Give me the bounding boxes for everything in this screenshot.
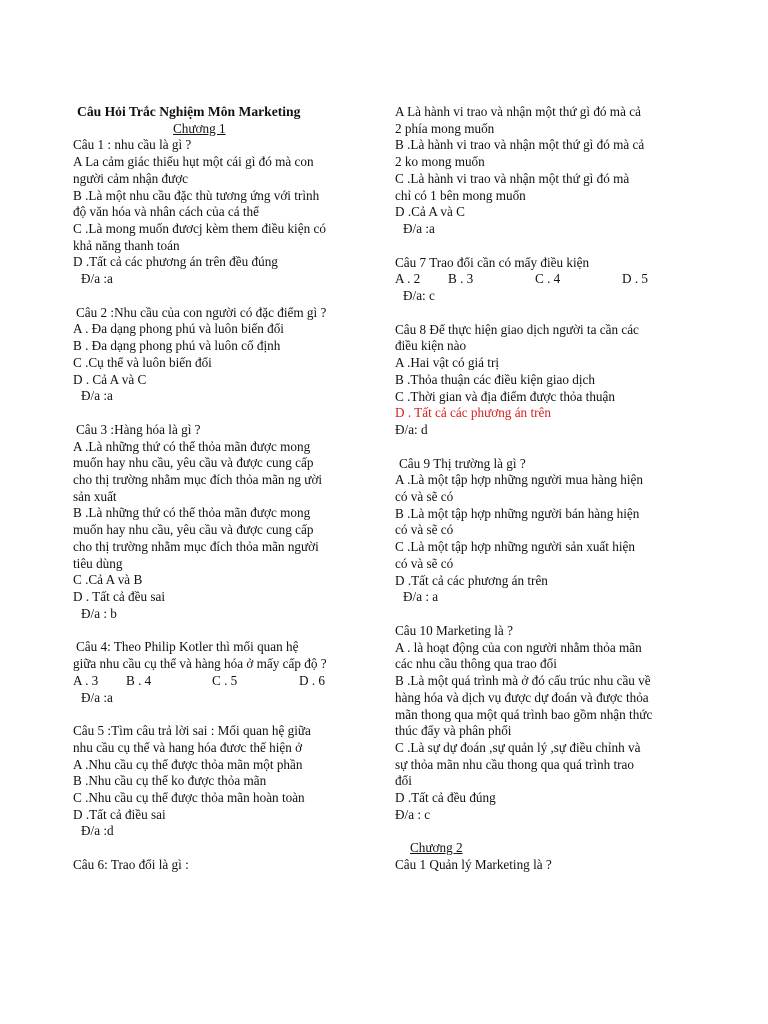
- question-text: Câu 2 :Nhu cầu của con người có đặc điểm gì ?: [76, 304, 327, 320]
- option-b: B .Là hành vi trao và nhận một thứ gì đó mà cả: [395, 137, 645, 153]
- question-6-options: [395, 104, 705, 238]
- question-3: [73, 422, 385, 622]
- option-a: A . Đa dạng phong phú và luôn biến đổi: [73, 321, 284, 337]
- option-c: C .Cả A và B: [73, 572, 143, 588]
- question-9: [395, 456, 705, 606]
- question-text-cont: điều kiện nào: [395, 338, 467, 354]
- option-c: C .Nhu cầu cụ thể được thỏa mãn hoàn toàn: [73, 790, 305, 806]
- option-c-cont: chỉ có 1 bên mong muốn: [395, 187, 526, 203]
- option-a-cont: cho thị trường nhằm mục đích thỏa mãn ng ười: [73, 472, 323, 488]
- option-b-cont: hàng hóa và dịch vụ được dự đoán và được thỏa: [395, 689, 649, 705]
- option-b-cont: cho thị trường nhằm mục đích thỏa mãn người: [73, 538, 319, 554]
- answer: Đ/a :a: [403, 220, 435, 236]
- option-d-highlighted: D . Tất cả các phương án trên: [395, 405, 551, 421]
- question-text-cont: nhu cầu cụ thể và hang hóa đươc thể hiện ở: [73, 739, 303, 755]
- option-b: B .Là một nhu cầu đặc thù tương ứng với trình: [73, 187, 320, 203]
- answer: Đ/a: c: [403, 288, 435, 304]
- option-a: A .Là những thứ có thể thỏa mãn được mong: [73, 438, 311, 454]
- option-a: A . 2: [395, 271, 421, 287]
- option-a-cont: các nhu cầu thông qua trao đổi: [395, 656, 557, 672]
- option-a: A .Là một tập hợp những người mua hàng hiện: [395, 472, 643, 488]
- question-6-text: Câu 6: Trao đổi là gì :: [73, 857, 189, 873]
- option-a: A . là hoạt động của con người nhằm thỏa mãn: [395, 639, 642, 655]
- options-row: [73, 673, 385, 690]
- option-c: C . 5: [212, 672, 238, 688]
- question-7: [395, 255, 705, 305]
- option-b-cont: độ văn hóa và nhân cách của cá thể: [73, 204, 259, 220]
- option-b-cont: tiêu dùng: [73, 555, 123, 571]
- option-b: B .Là một quá trình mà ở đó cấu trúc nhu cầu về: [395, 673, 651, 689]
- option-d: D . 5: [622, 271, 649, 287]
- option-c-cont: đổi: [395, 773, 412, 789]
- question-2: [73, 305, 385, 405]
- question-5: [73, 723, 385, 840]
- question-text: Câu 9 Thị trường là gì ?: [399, 455, 526, 471]
- question-text: Câu 10 Marketing là ?: [395, 622, 513, 638]
- option-a-cont: có và sẽ có: [395, 489, 454, 505]
- answer: Đ/a: d: [395, 421, 428, 437]
- option-c: C .Là một tập hợp những người sản xuất hiện: [395, 539, 635, 555]
- chapter-2-question-1: Câu 1 Quản lý Marketing là ?: [395, 857, 552, 873]
- option-d: D . 6: [299, 672, 326, 688]
- option-a-cont: muốn hay nhu cầu, yêu cầu và được cung cấp: [73, 455, 314, 471]
- option-c: C .Thời gian và địa điểm được thỏa thuận: [395, 388, 615, 404]
- question-text: Câu 7 Trao đổi cần có mấy điều kiện: [395, 254, 590, 270]
- option-b: B . Đa dạng phong phú và luôn cố định: [73, 338, 281, 354]
- option-d: D .Cả A và C: [395, 204, 465, 220]
- option-b: B . 3: [448, 271, 474, 287]
- question-10: [395, 623, 705, 823]
- answer: Đ/a :a: [81, 271, 113, 287]
- option-a: A Là hành vi trao và nhận một thứ gì đó mà cả: [395, 104, 641, 119]
- option-b-cont: muốn hay nhu cầu, yêu cầu và được cung cấp: [73, 522, 314, 538]
- option-d: D .Tất cả đều đúng: [395, 790, 496, 806]
- option-c: C .Là sự dự đoán ,sự quản lý ,sự điều chỉnh và: [395, 739, 641, 755]
- question-text: Câu 5 :Tìm câu trả lời sai : Mối quan hệ giữa: [73, 723, 311, 739]
- option-d: D . Cả A và C: [73, 371, 147, 387]
- option-a-cont: người cảm nhận được: [73, 170, 189, 186]
- option-d: D .Tất cả các phương án trên: [395, 572, 548, 588]
- option-b: B .Là những thứ có thể thỏa mãn được mong: [73, 505, 311, 521]
- answer: Đ/a :d: [81, 823, 114, 839]
- answer: Đ/a : a: [403, 589, 439, 605]
- chapter-1-heading: Chương 1: [173, 120, 226, 136]
- option-c: C .Là mong muốn đươcj kèm them điều kiện có: [73, 220, 326, 236]
- answer: Đ/a : b: [81, 605, 117, 621]
- document-title: Câu Hỏi Trắc Nghiệm Môn Marketing: [77, 104, 301, 119]
- option-c: C . 4: [535, 271, 561, 287]
- answer: Đ/a :a: [81, 689, 113, 705]
- question-text: Câu 8 Để thực hiện giao dịch người ta cần các: [395, 321, 639, 337]
- option-c: C .Là hành vi trao và nhận một thứ gì đó mà: [395, 170, 630, 186]
- option-a-cont: sản xuất: [73, 488, 117, 504]
- question-4: [73, 639, 385, 706]
- option-c: C .Cụ thể và luôn biến đổi: [73, 354, 212, 370]
- question-1: [73, 137, 385, 287]
- option-b-cont: thúc đẩy và phân phối: [395, 723, 512, 739]
- option-a: A . 3: [73, 672, 99, 688]
- answer: Đ/a :a: [81, 388, 113, 404]
- options-row: [395, 271, 705, 288]
- option-d: D .Tất cả điều sai: [73, 806, 166, 822]
- answer: Đ/a : c: [395, 806, 431, 822]
- option-c-cont: khả năng thanh toán: [73, 237, 180, 253]
- option-b-cont: mãn thong qua một quá trình bao gồm nhận thức: [395, 706, 653, 722]
- option-c-cont: có và sẽ có: [395, 555, 454, 571]
- option-b: B . 4: [126, 672, 152, 688]
- question-text: Câu 4: Theo Philip Kotler thì mối quan hệ: [76, 639, 299, 655]
- option-c-cont: sự thỏa mãn nhu cầu thong qua quá trình trao: [395, 756, 634, 772]
- chapter-2-heading: Chương 2: [410, 840, 463, 856]
- question-text: Câu 1 : nhu cầu là gì ?: [73, 137, 192, 153]
- option-a: A La cảm giác thiếu hụt một cái gì đó mà con: [73, 154, 314, 170]
- left-column: [73, 104, 385, 874]
- option-a-cont: 2 phía mong muốn: [395, 120, 495, 136]
- question-8: [395, 322, 705, 439]
- option-b: B .Là một tập hợp những người bán hàng hiện: [395, 505, 640, 521]
- question-text-cont: giữa nhu cầu cụ thể và hàng hóa ở mấy cấp độ ?: [73, 656, 327, 672]
- option-b-cont: 2 ko mong muốn: [395, 154, 485, 170]
- option-d: D . Tất cả đều sai: [73, 588, 166, 604]
- question-text: Câu 3 :Hàng hóa là gì ?: [76, 421, 201, 437]
- option-a: A .Hai vật có giá trị: [395, 355, 500, 371]
- option-b: B .Thỏa thuận các điều kiện giao dịch: [395, 371, 595, 387]
- right-column: [395, 104, 705, 874]
- option-d: D .Tất cả các phương án trên đều đúng: [73, 254, 278, 270]
- option-a: A .Nhu cầu cụ thể được thỏa mãn một phần: [73, 756, 303, 772]
- option-b: B .Nhu cầu cụ thể ko được thỏa mãn: [73, 773, 267, 789]
- option-b-cont: có và sẽ có: [395, 522, 454, 538]
